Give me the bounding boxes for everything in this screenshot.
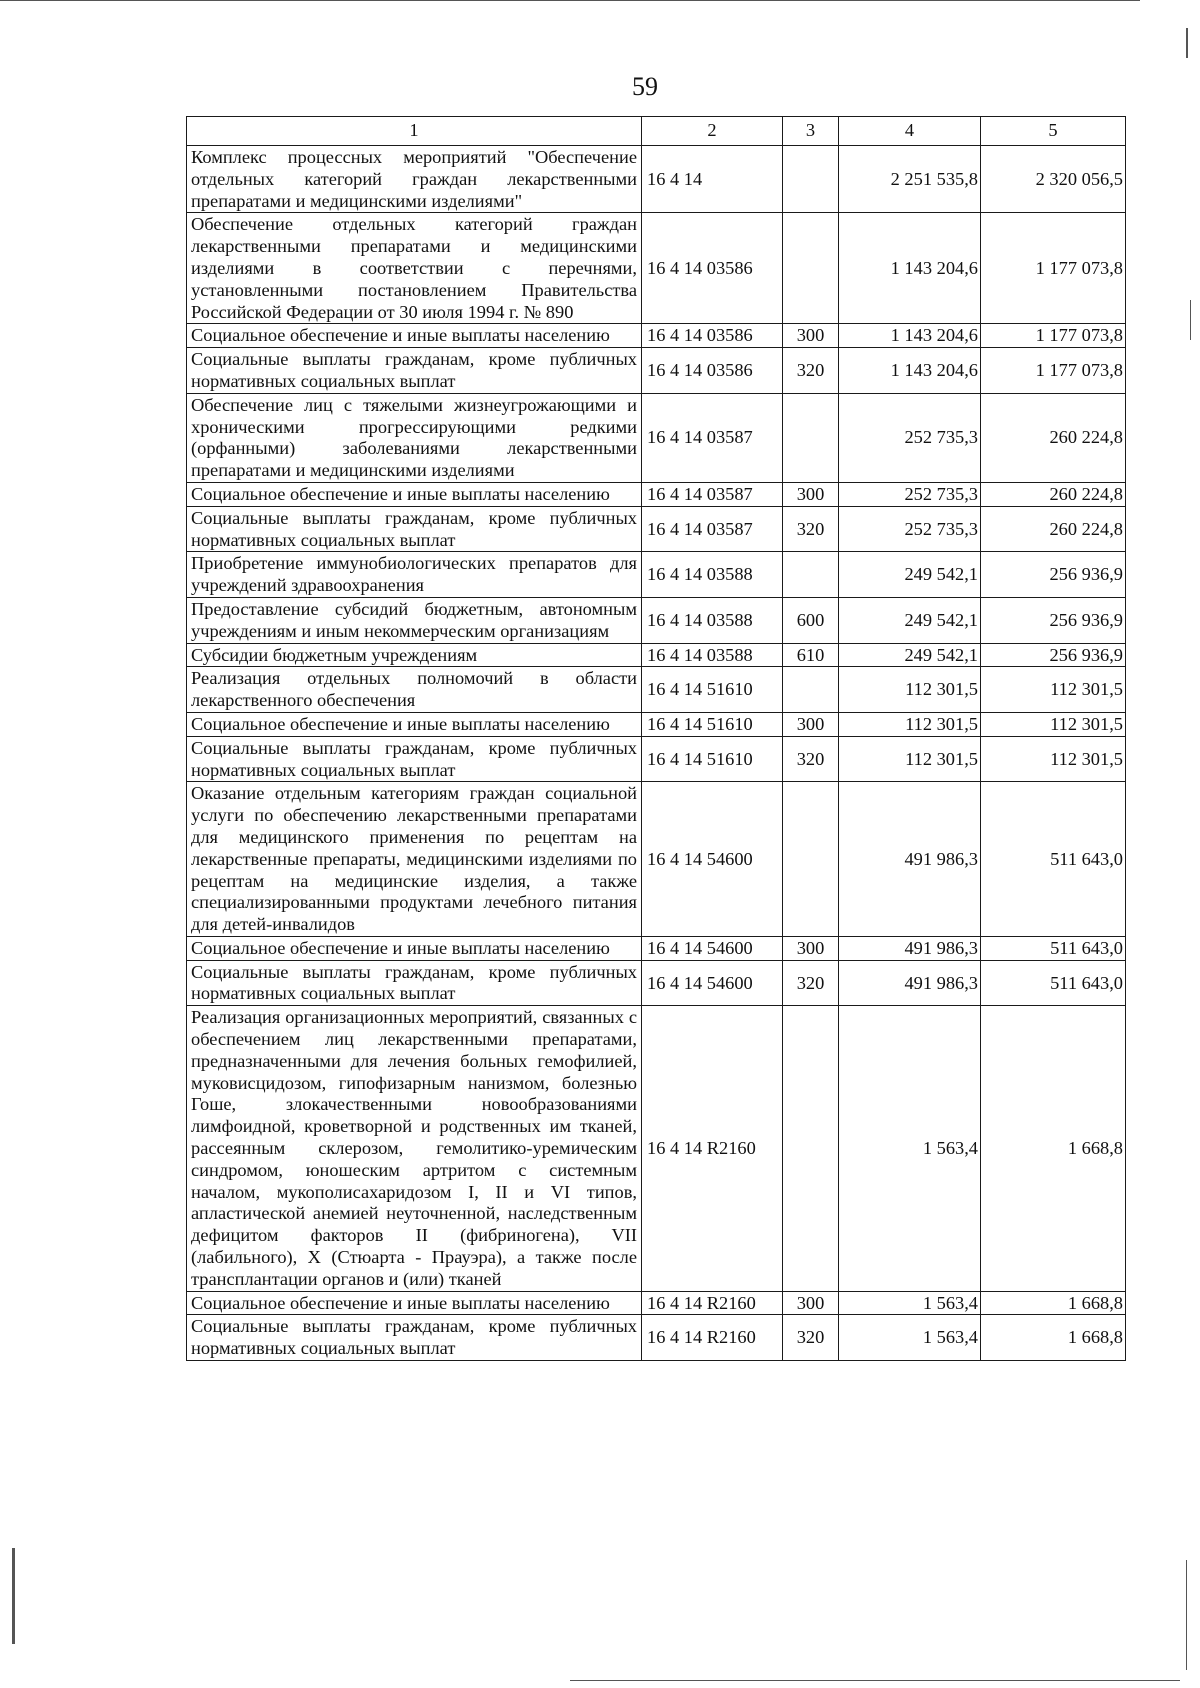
row-sum-2024-cell: 252 735,3 — [839, 393, 981, 482]
row-type-cell: 320 — [783, 960, 839, 1006]
table-row — [187, 1315, 1126, 1361]
row-sum-2024-cell: 112 301,5 — [839, 736, 981, 782]
row-sum-2025-cell: 256 936,9 — [981, 597, 1126, 643]
table-row — [187, 348, 1126, 394]
row-code-cell: 16 4 14 03586 — [642, 213, 783, 324]
header-row — [187, 117, 1126, 146]
scan-edge-mark — [1186, 28, 1188, 58]
row-code-cell: 16 4 14 R2160 — [642, 1315, 783, 1361]
row-sum-2024-cell: 249 542,1 — [839, 643, 981, 667]
row-type-cell: 300 — [783, 1291, 839, 1315]
row-code-cell: 16 4 14 03586 — [642, 348, 783, 394]
row-sum-2024-cell: 491 986,3 — [839, 936, 981, 960]
row-sum-2025-cell: 256 936,9 — [981, 552, 1126, 598]
scan-edge-bottom — [570, 1680, 1180, 1681]
row-name-cell: Социальное обеспечение и иные выплаты населению — [187, 936, 642, 960]
scan-edge-mark — [1190, 300, 1191, 340]
row-type-cell — [783, 146, 839, 213]
row-name-cell: Социальное обеспечение и иные выплаты населению — [187, 324, 642, 348]
row-name-cell: Социальные выплаты гражданам, кроме публичных нормативных социальных выплат — [187, 1315, 642, 1361]
row-type-cell: 300 — [783, 712, 839, 736]
table-row — [187, 393, 1126, 482]
row-code-cell: 16 4 14 54600 — [642, 960, 783, 1006]
row-name-cell: Приобретение иммунобиологических препаратов для учреждений здравоохранения — [187, 552, 642, 598]
row-type-cell — [783, 1006, 839, 1291]
row-name-cell: Социальные выплаты гражданам, кроме публичных нормативных социальных выплат — [187, 506, 642, 552]
row-code-cell: 16 4 14 R2160 — [642, 1006, 783, 1291]
row-sum-2025-cell: 260 224,8 — [981, 482, 1126, 506]
row-type-cell: 600 — [783, 597, 839, 643]
table-row — [187, 736, 1126, 782]
row-sum-2025-cell: 1 668,8 — [981, 1315, 1126, 1361]
row-sum-2025-cell: 112 301,5 — [981, 712, 1126, 736]
row-sum-2025-cell: 2 320 056,5 — [981, 146, 1126, 213]
scan-edge-top — [0, 0, 1140, 1]
row-sum-2025-cell: 256 936,9 — [981, 643, 1126, 667]
row-code-cell: 16 4 14 03587 — [642, 482, 783, 506]
row-sum-2024-cell: 249 542,1 — [839, 552, 981, 598]
row-name-cell: Субсидии бюджетным учреждениям — [187, 643, 642, 667]
row-code-cell: 16 4 14 51610 — [642, 736, 783, 782]
row-sum-2025-cell: 1 668,8 — [981, 1291, 1126, 1315]
row-sum-2024-cell: 249 542,1 — [839, 597, 981, 643]
row-type-cell — [783, 667, 839, 713]
table-row — [187, 482, 1126, 506]
row-code-cell: 16 4 14 03588 — [642, 643, 783, 667]
row-type-cell: 300 — [783, 324, 839, 348]
row-sum-2025-cell: 1 668,8 — [981, 1006, 1126, 1291]
row-name-cell: Социальное обеспечение и иные выплаты населению — [187, 482, 642, 506]
column-header: 3 — [783, 117, 839, 146]
row-code-cell: 16 4 14 03587 — [642, 506, 783, 552]
row-name-cell: Реализация отдельных полномочий в области лекарственного обеспечения — [187, 667, 642, 713]
scan-edge-mark — [1186, 1560, 1187, 1670]
row-sum-2024-cell: 112 301,5 — [839, 712, 981, 736]
row-sum-2025-cell: 112 301,5 — [981, 736, 1126, 782]
row-sum-2025-cell: 1 177 073,8 — [981, 324, 1126, 348]
row-name-cell: Реализация организационных мероприятий, связанных с обеспечением лиц лекарственными препаратами, предназначенными для лечения больных гемофилией, муковисцидозом, гипофизарным нанизмом, болезнью Гоше, злокачественными новообразованиями лимфоидной, кроветворной и родственных им тканей, рассеянным склерозом, гемолитико-уремическим синдромом, юношеским артритом с системным началом, мукополисахаридозом I, II и VI типов, апластической анемией неуточненной, наследственным дефицитом факторов II (фибриногена), VII (лабильного), X (Стюарта - Прауэра), а также после трансплантации органов и (или) тканей — [187, 1006, 642, 1291]
column-header: 4 — [839, 117, 981, 146]
row-type-cell — [783, 552, 839, 598]
table-row — [187, 146, 1126, 213]
row-code-cell: 16 4 14 03588 — [642, 552, 783, 598]
row-code-cell: 16 4 14 03586 — [642, 324, 783, 348]
row-name-cell: Оказание отдельным категориям граждан социальной услуги по обеспечению лекарственными препаратами для медицинского применения по рецептам на лекарственные препараты, медицинскими изделиями по рецептам на медицинские изделия, а также специализированными продуктами лечебного питания для детей-инвалидов — [187, 782, 642, 937]
row-sum-2025-cell: 511 643,0 — [981, 960, 1126, 1006]
table-body — [187, 146, 1126, 1361]
table-row — [187, 324, 1126, 348]
table-row — [187, 960, 1126, 1006]
table-row — [187, 552, 1126, 598]
table-row — [187, 782, 1126, 937]
row-code-cell: 16 4 14 R2160 — [642, 1291, 783, 1315]
row-sum-2025-cell: 1 177 073,8 — [981, 348, 1126, 394]
table-row — [187, 667, 1126, 713]
row-type-cell: 320 — [783, 736, 839, 782]
table-row — [187, 936, 1126, 960]
row-type-cell: 300 — [783, 936, 839, 960]
row-sum-2024-cell: 252 735,3 — [839, 482, 981, 506]
row-code-cell: 16 4 14 03588 — [642, 597, 783, 643]
row-sum-2024-cell: 1 143 204,6 — [839, 324, 981, 348]
table-row — [187, 643, 1126, 667]
row-type-cell — [783, 213, 839, 324]
row-name-cell: Обеспечение отдельных категорий граждан лекарственными препаратами и медицинскими изделиями в соответствии с перечнями, установленными постановлением Правительства Российской Федерации от 30 июля 1994 г. № 890 — [187, 213, 642, 324]
row-name-cell: Социальные выплаты гражданам, кроме публичных нормативных социальных выплат — [187, 736, 642, 782]
row-sum-2025-cell: 511 643,0 — [981, 782, 1126, 937]
budget-table — [186, 116, 1126, 1361]
table-row — [187, 1006, 1126, 1291]
row-type-cell: 320 — [783, 1315, 839, 1361]
row-sum-2025-cell: 260 224,8 — [981, 393, 1126, 482]
row-name-cell: Социальные выплаты гражданам, кроме публичных нормативных социальных выплат — [187, 960, 642, 1006]
row-name-cell: Социальное обеспечение и иные выплаты населению — [187, 712, 642, 736]
column-header: 1 — [187, 117, 642, 146]
row-code-cell: 16 4 14 03587 — [642, 393, 783, 482]
row-code-cell: 16 4 14 54600 — [642, 782, 783, 937]
row-name-cell: Обеспечение лиц с тяжелыми жизнеугрожающими и хроническими прогрессирующими редкими (орфанными) заболеваниями лекарственными препаратами и медицинскими изделиями — [187, 393, 642, 482]
row-sum-2025-cell: 112 301,5 — [981, 667, 1126, 713]
column-header: 2 — [642, 117, 783, 146]
column-header: 5 — [981, 117, 1126, 146]
row-name-cell: Комплекс процессных мероприятий "Обеспечение отдельных категорий граждан лекарственными препаратами и медицинскими изделиями" — [187, 146, 642, 213]
row-sum-2024-cell: 112 301,5 — [839, 667, 981, 713]
row-sum-2024-cell: 1 143 204,6 — [839, 348, 981, 394]
table-row — [187, 712, 1126, 736]
row-sum-2024-cell: 1 563,4 — [839, 1315, 981, 1361]
row-sum-2025-cell: 1 177 073,8 — [981, 213, 1126, 324]
row-type-cell — [783, 393, 839, 482]
row-name-cell: Социальное обеспечение и иные выплаты населению — [187, 1291, 642, 1315]
row-type-cell — [783, 782, 839, 937]
row-code-cell: 16 4 14 51610 — [642, 667, 783, 713]
row-sum-2024-cell: 1 563,4 — [839, 1006, 981, 1291]
row-type-cell: 320 — [783, 348, 839, 394]
row-sum-2024-cell: 1 143 204,6 — [839, 213, 981, 324]
row-name-cell: Социальные выплаты гражданам, кроме публичных нормативных социальных выплат — [187, 348, 642, 394]
scan-edge-mark — [12, 1548, 15, 1644]
table-row — [187, 506, 1126, 552]
row-sum-2024-cell: 491 986,3 — [839, 782, 981, 937]
row-sum-2025-cell: 511 643,0 — [981, 936, 1126, 960]
table-row — [187, 1291, 1126, 1315]
table-row — [187, 597, 1126, 643]
row-name-cell: Предоставление субсидий бюджетным, автономным учреждениям и иным некоммерческим организациям — [187, 597, 642, 643]
row-sum-2024-cell: 2 251 535,8 — [839, 146, 981, 213]
row-code-cell: 16 4 14 — [642, 146, 783, 213]
row-code-cell: 16 4 14 54600 — [642, 936, 783, 960]
row-sum-2025-cell: 260 224,8 — [981, 506, 1126, 552]
row-type-cell: 610 — [783, 643, 839, 667]
table-row — [187, 213, 1126, 324]
page-number: 59 — [632, 72, 658, 101]
row-type-cell: 300 — [783, 482, 839, 506]
row-sum-2024-cell: 1 563,4 — [839, 1291, 981, 1315]
row-sum-2024-cell: 491 986,3 — [839, 960, 981, 1006]
row-code-cell: 16 4 14 51610 — [642, 712, 783, 736]
row-sum-2024-cell: 252 735,3 — [839, 506, 981, 552]
row-type-cell: 320 — [783, 506, 839, 552]
